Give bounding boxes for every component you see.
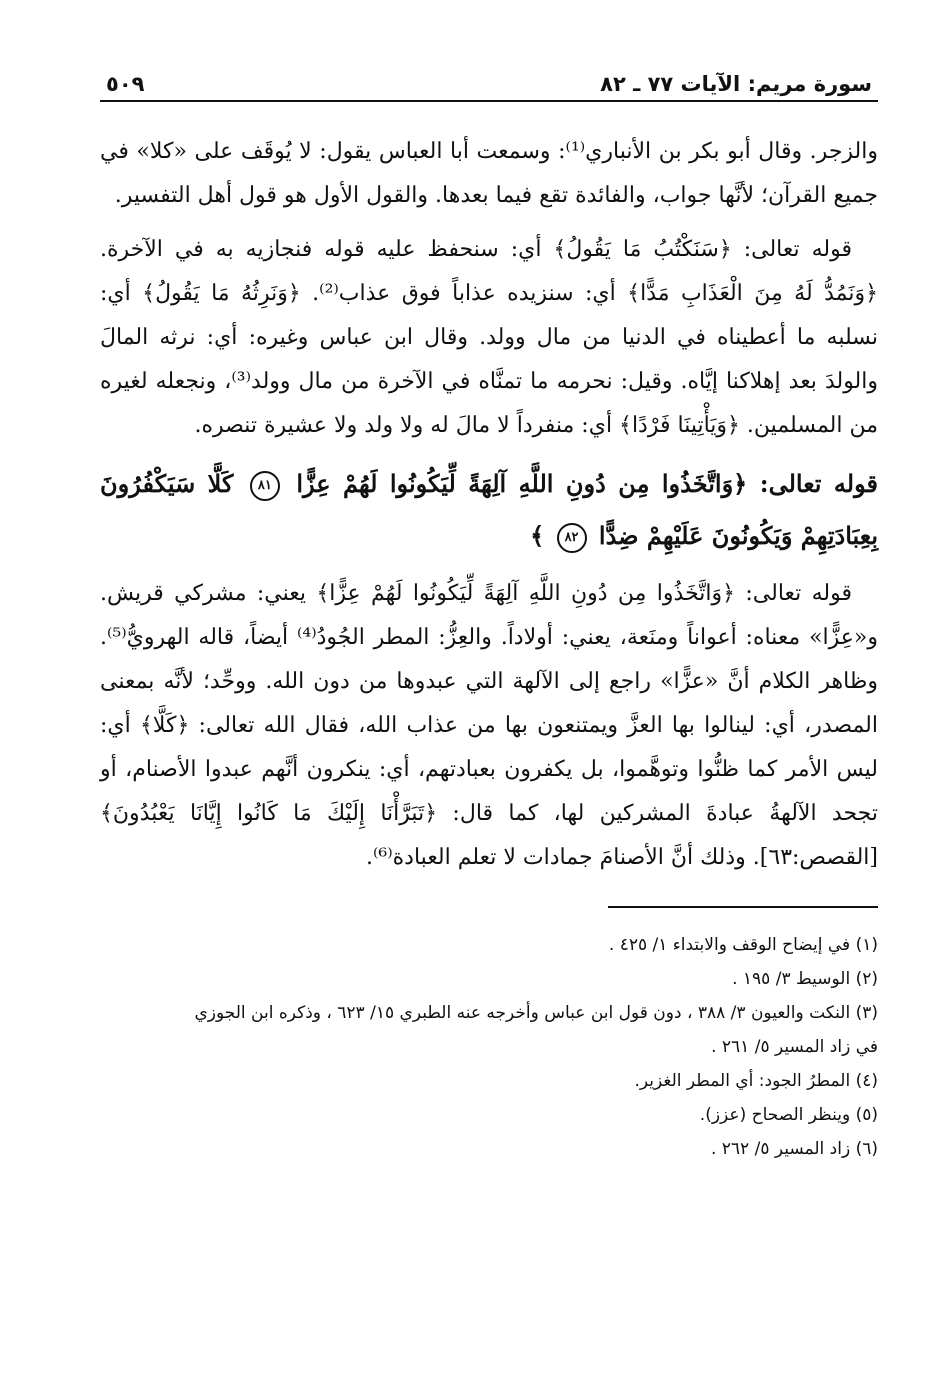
- footnote-4: (٤) المطرُ الجود: أي المطر الغزير.: [634, 1071, 878, 1091]
- footnotes: [100, 928, 878, 1166]
- footnote-2: (٢) الوسيط ٣/ ١٩٥ .: [732, 969, 878, 989]
- running-header: [100, 60, 878, 102]
- paragraph-1: والزجر. وقال أبو بكر بن الأنباري⁽¹⁾: وسمعت أبا العباس يقول: لا يُوقَف على «كلا» في جميع القرآن؛ لأنَّها جواب، والفائدة تقع فيما بعدها. والقول الأول هو قول أهل التفسير.: [100, 139, 878, 208]
- verse-heading: [100, 458, 878, 562]
- footnote-3-continuation: في زاد المسير ٥/ ٢٦١ .: [711, 1037, 878, 1057]
- paragraph-3: قوله تعالى: ﴿وَاتَّخَذُوا مِن دُونِ اللَّهِ آلِهَةً لِّيَكُونُوا لَهُمْ عِزًّا﴾ يعني: مشركي قريش. و«عِزًّا» معناه: أعواناً ومنَعة، يعني: أولاداً. والعِزُّ: المطر الجُودُ⁽⁴⁾ أيضاً، قاله الهرويُّ⁽⁵⁾. وظاهر الكلام أنَّ «عزًّا» راجع إلى الآلهة التي عبدوها من دون الله. ووحِّد؛ لأنَّه بمعنى المصدر، أي: لينالوا بها العزَّ ويمتنعون بها من عذاب الله، فقال الله تعالى: ﴿كَلَّا﴾ أي: ليس الأمر كما ظنُّوا وتوهَّموا، بل يكفرون بعبادتهم، أي: ينكرون أنَّهم عبدوا الأصنام، أو تجحد الآلهةُ عبادةَ المشركين لها، كما قال: ﴿تَبَرَّأْنَا إِلَيْكَ مَا كَانُوا إِيَّانَا يَعْبُدُونَ﴾ [القصص:٦٣]. وذلك أنَّ الأصنامَ جمادات لا تعلم العبادة⁽⁶⁾.: [100, 581, 878, 870]
- ayah-number-82: ٨٢: [557, 523, 587, 553]
- footnote-3: (٣) النكت والعيون ٣/ ٣٨٨ ، دون قول ابن عباس وأخرجه عنه الطبري ١٥/ ٦٢٣ ، وذكره ابن الجوزي: [194, 1003, 878, 1023]
- footnote-5: (٥) وينظر الصحاح (عزز).: [699, 1105, 878, 1125]
- footnote-6: (٦) زاد المسير ٥/ ٢٦٢ .: [710, 1139, 878, 1159]
- ayah-number-81: ٨١: [250, 471, 280, 501]
- book-page: [100, 60, 878, 1166]
- paragraph-2: قوله تعالى: ﴿سَنَكْتُبُ مَا يَقُولُ﴾ أي: سنحفظ عليه قوله فنجازيه به في الآخرة. ﴿وَنَمُدُّ لَهُ مِنَ الْعَذَابِ مَدًّا﴾ أي: سنزيده عذاباً فوق عذاب⁽²⁾. ﴿وَنَرِثُهُ مَا يَقُولُ﴾ أي: نسلبه ما أعطيناه في الدنيا من مال وولد. وقال ابن عباس وغيره: أي: نرثه المالَ والولدَ بعد إهلاكنا إيَّاه. وقيل: نحرمه ما تمنَّاه في الآخرة من مال وولد⁽³⁾، ونجعله لغيره من المسلمين. ﴿وَيَأْتِينَا فَرْدًا﴾ أي: منفرداً لا مالَ له ولا ولد ولا عشيرة تنصره.: [100, 237, 878, 438]
- verse-close-bracket: ﴾: [530, 521, 545, 550]
- verse-intro: قوله تعالى:: [759, 469, 878, 498]
- footnote-1: (١) في إيضاح الوقف والابتداء ١/ ٤٢٥ .: [608, 935, 878, 955]
- surah-range-title: سورة مريم: الآيات ٧٧ ـ ٨٢: [600, 72, 872, 96]
- verse-text-part-2: كَلَّا سَيَكْفُرُونَ بِعِبَادَتِهِمْ وَيَكُونُونَ عَلَيْهِمْ ضِدًّا: [100, 469, 878, 550]
- page-number: ٥٠٩: [106, 72, 145, 96]
- verse-text-part-1: ﴿وَاتَّخَذُوا مِن دُونِ اللَّهِ آلِهَةً لِّيَكُونُوا لَهُمْ عِزًّا: [296, 469, 748, 498]
- footnote-separator: [608, 906, 878, 908]
- main-text: [100, 130, 878, 880]
